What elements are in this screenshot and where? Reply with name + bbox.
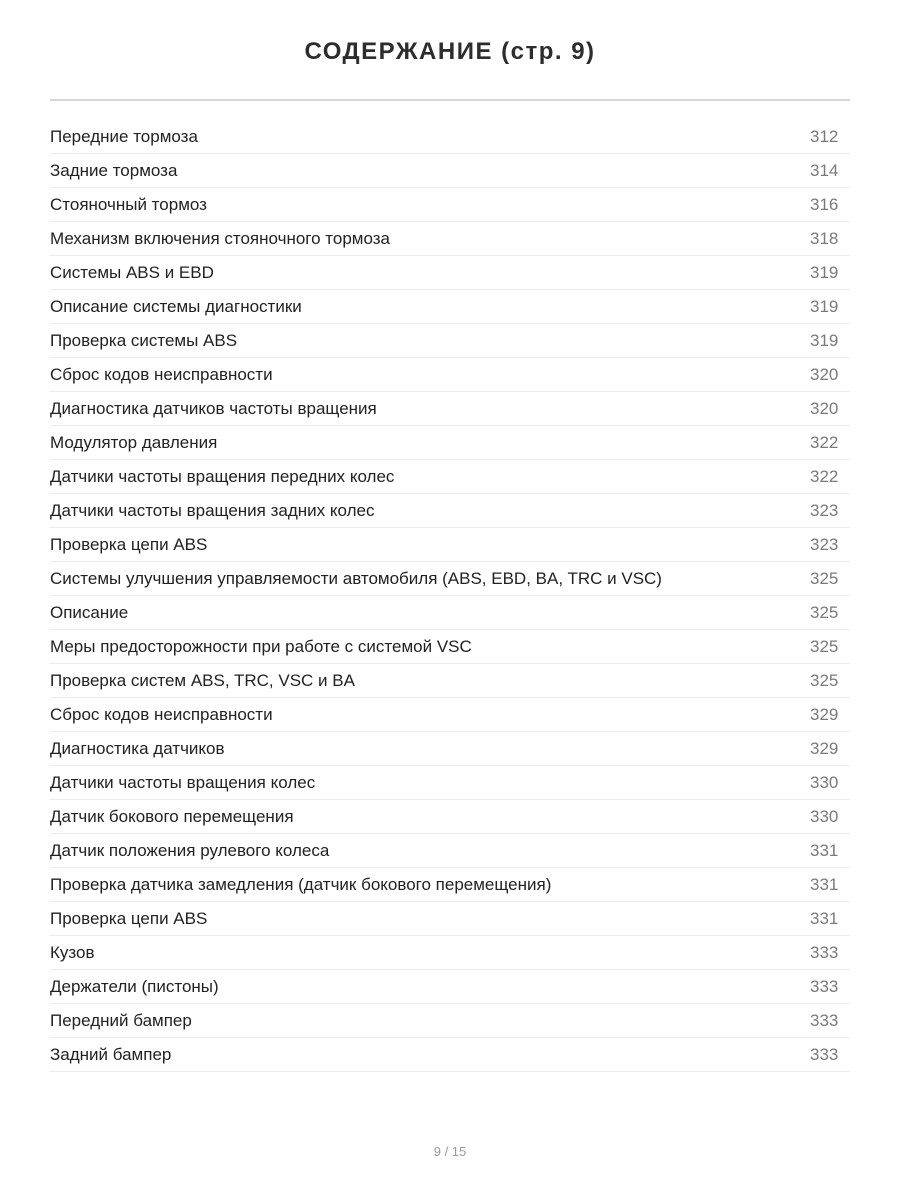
toc-entry-title: Передние тормоза [50,126,198,146]
toc-entry[interactable] [50,358,850,392]
toc-entry[interactable] [50,154,850,188]
toc-entry[interactable] [50,120,850,154]
toc-entry-page-number: 323 [810,500,839,520]
toc-entry-page-number: 312 [810,126,839,146]
toc-entry[interactable] [50,800,850,834]
toc-entry-title: Проверка цепи ABS [50,534,208,554]
toc-entry-page-number: 333 [810,1044,839,1064]
toc-entry-title: Проверка датчика замедления (датчик бокового перемещения) [50,874,552,894]
toc-entry-title: Диагностика датчиков частоты вращения [50,398,377,418]
toc-entry[interactable] [50,868,850,902]
toc-entry[interactable] [50,664,850,698]
toc-entry[interactable] [50,460,850,494]
toc-entry-page-number: 329 [810,704,839,724]
toc-entry-title: Датчик положения рулевого колеса [50,840,330,860]
toc-entry-page-number: 325 [810,602,839,622]
toc-entry-title: Задние тормоза [50,160,178,180]
toc-entry[interactable] [50,290,850,324]
toc-entry[interactable] [50,562,850,596]
toc-entry-title: Сброс кодов неисправности [50,704,273,724]
toc-entry[interactable] [50,902,850,936]
toc-entry[interactable] [50,494,850,528]
toc-entry[interactable] [50,222,850,256]
toc-entry-title: Системы ABS и EBD [50,262,214,282]
toc-entry-page-number: 320 [810,398,839,418]
toc-entry[interactable] [50,766,850,800]
title-divider [50,99,850,101]
toc-entry[interactable] [50,596,850,630]
toc-entry[interactable] [50,630,850,664]
page-title: СОДЕРЖАНИЕ (стр. 9) [304,38,596,65]
toc-entry-page-number: 314 [810,160,839,180]
toc-entry-title: Механизм включения стояночного тормоза [50,228,390,248]
toc-entry[interactable] [50,698,850,732]
toc-entry[interactable] [50,324,850,358]
toc-entry-title: Кузов [50,942,95,962]
toc-entry-page-number: 320 [810,364,839,384]
toc-entry-title: Проверка системы ABS [50,330,238,350]
toc-entry-page-number: 316 [810,194,839,214]
toc-entry-page-number: 333 [810,1010,839,1030]
toc-entry[interactable] [50,834,850,868]
toc-entry-page-number: 322 [810,466,839,486]
toc-entry-title: Системы улучшения управляемости автомобиля (ABS, EBD, BA, TRC и VSC) [50,568,662,588]
toc-entry-page-number: 325 [810,670,839,690]
toc-entry-title: Проверка систем ABS, TRC, VSC и BA [50,670,355,690]
toc-entry-title: Датчик бокового перемещения [50,806,294,826]
toc-entry-page-number: 319 [810,330,839,350]
toc-entry-page-number: 330 [810,772,839,792]
toc-entry-title: Описание [50,602,129,622]
toc-entry-page-number: 322 [810,432,839,452]
toc-entry[interactable] [50,256,850,290]
toc-entry-page-number: 330 [810,806,839,826]
toc-entry-title: Описание системы диагностики [50,296,302,316]
toc-entry-page-number: 331 [810,840,839,860]
toc-entry-page-number: 331 [810,874,839,894]
toc-entry-page-number: 333 [810,976,839,996]
toc-entry-title: Датчики частоты вращения задних колес [50,500,375,520]
toc-entry-page-number: 331 [810,908,839,928]
toc-entry[interactable] [50,732,850,766]
page-indicator: 9 / 15 [433,1144,467,1159]
toc-entry-page-number: 333 [810,942,839,962]
toc-entry-page-number: 319 [810,262,839,282]
toc-entry-title: Стояночный тормоз [50,194,207,214]
toc-entry-title: Диагностика датчиков [50,738,225,758]
toc-entry[interactable] [50,528,850,562]
toc-entry-title: Датчики частоты вращения передних колес [50,466,395,486]
toc-entry[interactable] [50,1038,850,1072]
table-of-contents [50,120,850,1072]
toc-entry[interactable] [50,392,850,426]
toc-entry-title: Задний бампер [50,1044,172,1064]
toc-entry-page-number: 329 [810,738,839,758]
toc-entry[interactable] [50,426,850,460]
toc-entry-title: Держатели (пистоны) [50,976,219,996]
toc-entry-title: Датчики частоты вращения колес [50,772,316,792]
toc-entry[interactable] [50,188,850,222]
toc-entry-title: Проверка цепи ABS [50,908,208,928]
toc-entry-page-number: 318 [810,228,839,248]
toc-entry-title: Модулятор давления [50,432,218,452]
toc-entry-page-number: 325 [810,568,839,588]
toc-entry[interactable] [50,936,850,970]
toc-entry-page-number: 323 [810,534,839,554]
toc-entry-title: Передний бампер [50,1010,192,1030]
toc-entry[interactable] [50,1004,850,1038]
toc-entry-page-number: 319 [810,296,839,316]
toc-entry[interactable] [50,970,850,1004]
toc-entry-title: Меры предосторожности при работе с системой VSC [50,636,472,656]
toc-entry-title: Сброс кодов неисправности [50,364,273,384]
toc-entry-page-number: 325 [810,636,839,656]
